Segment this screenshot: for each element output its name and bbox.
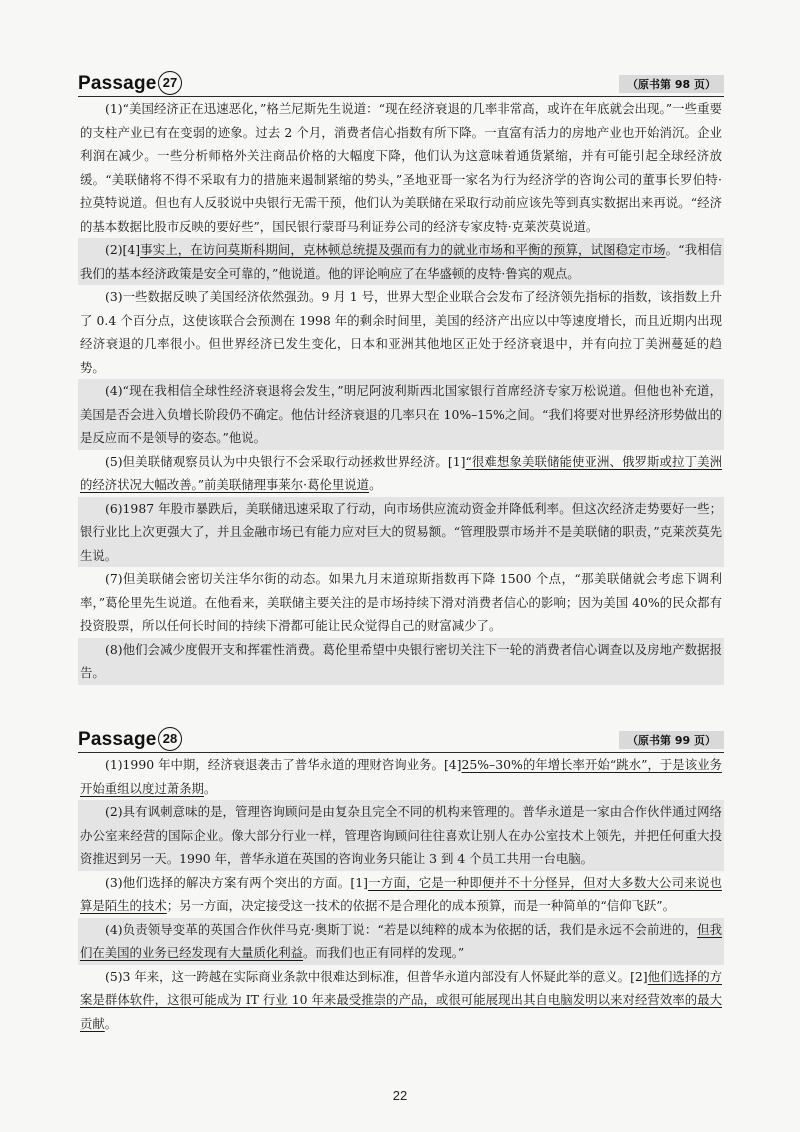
underlined-answer-text: 他们选择的方案是群体软件，这很可能成为 IT 行业 10 年来最受推崇的产品，或很可能展现出其自电脑发明以来对经营效率的最大贡献	[80, 968, 722, 1031]
paragraph-text: 。	[203, 780, 217, 796]
paragraph-3	[78, 871, 724, 918]
passage-27-header	[78, 70, 724, 97]
paragraph-text: (6)1987 年股市暴跌后，美联储迅速采取了行动，向市场供应流动资金并降低利率。但这次经济走势要好一些；银行业比上次更强大了，并且金融市场已有能力应对巨大的贸易额。“管理股票市场并不是美联储的职责，”克莱茨莫先生说。	[80, 500, 722, 563]
paragraph-text: ；另一方面，决定接受这一技术的依据不是合理化的成本预算，而是一种简单的“信仰飞跃”。	[166, 898, 676, 913]
passage-28	[78, 726, 724, 1035]
paragraph-1	[78, 753, 724, 800]
passage-27-body	[78, 97, 724, 685]
passage-label: Passage	[78, 73, 157, 94]
paragraph-4	[78, 918, 724, 965]
passage-number-circle: 27	[158, 71, 182, 95]
paragraph-text: (2)具有讽刺意味的是，管理咨询顾问是由复杂且完全不同的机构来管理的。普华永道是一家由合作伙伴通过网络办公室来经营的国际企业。像大部分行业一样，管理咨询顾问往往喜欢让别人在办公室技术上领先，并把任何重大投资推迟到另一天。1990 年，普华永道在英国的咨询业务只能让 3 到 4 个员工共用一台电脑。	[80, 804, 722, 866]
paragraph-5	[78, 450, 724, 497]
book-page-reference: （原书第 99 页）	[619, 731, 724, 749]
passage-number-circle: 28	[158, 727, 182, 751]
passage-28-body	[78, 753, 724, 1035]
paragraph-text: 。“我相信我们的基本经济政策是安全可靠的，”他说道。他的评论响应了在华盛顿的皮特·鲁宾的观点。	[80, 242, 722, 281]
paragraph-2	[78, 238, 724, 285]
paragraph-text: (1)1990 年中期，经济衰退袭击了普华永道的理财咨询业务。[4]	[105, 757, 462, 772]
paragraph-text: (8)他们会减少度假开支和挥霍性消费。葛伦里希望中央银行密切关注下一轮的消费者信心调查以及房地产数据报告。	[80, 641, 722, 680]
paragraph-text: (4)“现在我相信全球性经济衰退将会发生，”明尼阿波利斯西北国家银行首席经济专家万松说道。但他也补充道，美国是否会进入负增长阶段仍不确定。他估计经济衰退的几率只在 10%–15%之间。“我们将要对世界经济形势做出的是反应而不是领导的姿态。”他说。	[80, 383, 722, 445]
underlined-answer-text: 但我们在美国的业务已经发现有大量质化利益	[80, 921, 722, 960]
paragraph-3	[78, 285, 724, 379]
paragraph-text: (5)3 年来，这一跨越在实际商业条款中很难达到标准，但普华永道内部没有人怀疑此举的意义。[2]	[105, 968, 648, 984]
paragraph-text: (3)一些数据反映了美国经济依然强劲。9 月 1 号，世界大型企业联合会发布了经济领先指标的指数，该指数上升了 0.4 个百分点，这使该联合会预测在 1998 年的剩余时间里，美国的经济产出应以中等速度增长，而且近期内出现经济衰退的几率很小。但世界经济已发生变化，日本和亚洲其他地区正处于经济衰退中，并有向拉丁美洲蔓延的趋势。	[80, 289, 722, 375]
passage-28-header	[78, 726, 724, 753]
paragraph-text: 。	[104, 1015, 118, 1031]
underlined-answer-text: 25%–30%的年增长率开始“跳水”，于是该业务开始重组以度过萧条期	[80, 757, 722, 796]
paragraph-text: 。	[369, 477, 382, 492]
paragraph-text: (3)他们选择的解决方案有两个突出的方面。[1]	[105, 874, 368, 890]
paragraph-6	[78, 497, 724, 568]
paragraph-7	[78, 567, 724, 638]
paragraph-1	[78, 97, 724, 238]
underlined-answer-text: 一方面，它是一种即便并不十分怪异，但对大多数大公司来说也算是陌生的技术	[80, 874, 722, 913]
passage-27	[78, 70, 724, 685]
underlined-answer-text: 事实上，在访问莫斯科期间，克林顿总统提及强而有力的就业市场和平衡的预算，试图稳定市场	[140, 242, 666, 257]
paragraph-2	[78, 800, 724, 871]
paragraph-text: 。而我们也正有同样的发现。”	[303, 945, 465, 960]
paragraph-5	[78, 965, 724, 1036]
passage-label: Passage	[78, 729, 157, 750]
paragraph-text: (5)但美联储观察员认为中央银行不会采取行动拯救世界经济。[1]	[105, 453, 466, 469]
book-page-reference: （原书第 98 页）	[619, 75, 724, 93]
paragraph-8	[78, 638, 724, 685]
paragraph-text: (2)[4]	[105, 242, 141, 257]
paragraph-text: (4)负责领导变革的英国合作伙伴马克·奥斯丁说：“若是以纯粹的成本为依据的话，我们是永远不会前进的，	[105, 921, 698, 937]
paragraph-4	[78, 379, 724, 450]
underlined-answer-text: “很难想象美联储能使亚洲、俄罗斯或拉丁美洲的经济状况大幅改善。”前美联储理事莱尔·葛伦里说道	[80, 453, 722, 492]
page-number: 22	[392, 1088, 408, 1103]
paragraph-text: (7)但美联储会密切关注华尔街的动态。如果九月末道琼斯指数再下降 1500 个点，“那美联储就会考虑下调利率，”葛伦里先生说道。在他看来，美联储主要关注的是市场持续下滑对消费者信心的影响；因为美国 40%的民众都有投资股票，所以任何长时间的持续下滑都可能让民众觉得自己的财富减少了。	[80, 571, 722, 633]
paragraph-text: (1)“美国经济正在迅速恶化，”格兰尼斯先生说道：“现在经济衰退的几率非常高，或许在年底就会出现。”一些重要的支柱产业已有在变弱的迹象。过去 2 个月，消费者信心指数有所下降。一直富有活力的房地产业也开始消沉。企业利润在减少。一些分析师格外关注商品价格的大幅度下降，他们认为这意味着通货紧缩，并有可能引起全球经济放缓。“美联储将不得不采取有力的措施来遏制紧缩的势头，”圣地亚哥一家名为行为经济学的咨询公司的董事长罗伯特·拉莫特说道。但也有人反驳说中央银行无需干预，他们认为美联储在采取行动前应该先等到真实数据出来再说。“经济的基本数据比股市反映的要好些”，国民银行蒙哥马利证券公司的经济专家皮特·克莱茨莫说道。	[80, 101, 722, 234]
